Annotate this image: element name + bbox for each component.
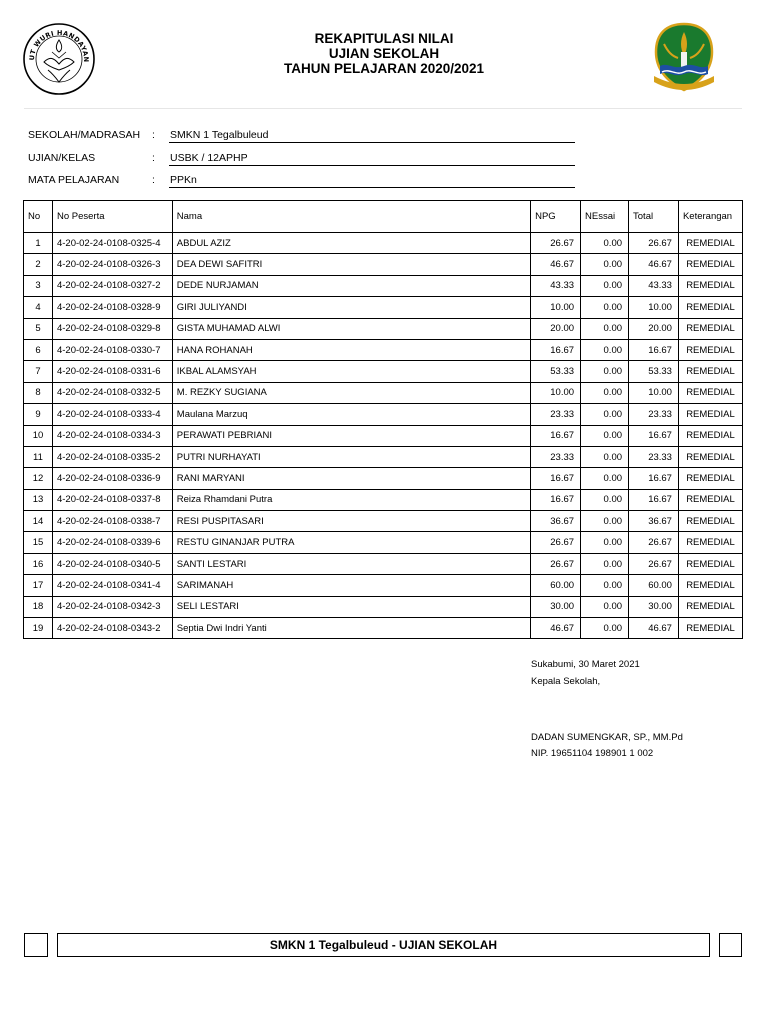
column-header-nessai: NEssai	[581, 201, 629, 233]
essay-score: 0.00	[581, 339, 629, 360]
essay-score: 0.00	[581, 404, 629, 425]
total-score: 16.67	[629, 425, 679, 446]
participant-number: 4-20-02-24-0108-0329-8	[52, 318, 172, 339]
essay-score: 0.00	[581, 425, 629, 446]
npg-score: 43.33	[531, 275, 581, 296]
info-value-subject: PPKn	[169, 174, 575, 188]
row-number: 14	[24, 511, 53, 532]
info-value-class: USBK / 12APHP	[169, 152, 575, 166]
info-row-class	[28, 150, 588, 172]
participant-number: 4-20-02-24-0108-0334-3	[52, 425, 172, 446]
essay-score: 0.00	[581, 297, 629, 318]
student-name: DEDE NURJAMAN	[172, 275, 530, 296]
table-row	[24, 318, 743, 339]
npg-score: 10.00	[531, 382, 581, 403]
essay-score: 0.00	[581, 618, 629, 639]
column-header-npg: NPG	[531, 201, 581, 233]
title-line-2: UJIAN SEKOLAH	[328, 46, 440, 61]
total-score: 16.67	[629, 339, 679, 360]
student-name: Reiza Rhamdani Putra	[172, 489, 530, 510]
info-colon: :	[152, 129, 155, 141]
remark: REMEDIAL	[678, 446, 742, 467]
total-score: 43.33	[629, 275, 679, 296]
title-line-3: TAHUN PELAJARAN 2020/2021	[283, 61, 485, 76]
remark: REMEDIAL	[678, 425, 742, 446]
remark: REMEDIAL	[678, 318, 742, 339]
row-number: 5	[24, 318, 53, 339]
remark: REMEDIAL	[678, 254, 742, 275]
participant-number: 4-20-02-24-0108-0342-3	[52, 596, 172, 617]
info-row-school	[28, 127, 588, 149]
remark: REMEDIAL	[678, 404, 742, 425]
total-score: 46.67	[629, 254, 679, 275]
participant-number: 4-20-02-24-0108-0338-7	[52, 511, 172, 532]
remark: REMEDIAL	[678, 532, 742, 553]
column-header-nama: Nama	[172, 201, 530, 233]
info-label: SEKOLAH/MADRASAH	[28, 129, 141, 141]
total-score: 26.67	[629, 532, 679, 553]
participant-number: 4-20-02-24-0108-0340-5	[52, 553, 172, 574]
total-score: 26.67	[629, 553, 679, 574]
row-number: 10	[24, 425, 53, 446]
essay-score: 0.00	[581, 446, 629, 467]
participant-number: 4-20-02-24-0108-0332-5	[52, 382, 172, 403]
student-name: SARIMANAH	[172, 575, 530, 596]
table-row	[24, 553, 743, 574]
npg-score: 16.67	[531, 489, 581, 510]
essay-score: 0.00	[581, 318, 629, 339]
npg-score: 26.67	[531, 532, 581, 553]
participant-number: 4-20-02-24-0108-0331-6	[52, 361, 172, 382]
essay-score: 0.00	[581, 233, 629, 254]
table-row	[24, 532, 743, 553]
participant-number: 4-20-02-24-0108-0341-4	[52, 575, 172, 596]
npg-score: 30.00	[531, 596, 581, 617]
student-name: Maulana Marzuq	[172, 404, 530, 425]
footer-right-box	[719, 933, 742, 957]
table-row	[24, 233, 743, 254]
total-score: 23.33	[629, 446, 679, 467]
essay-score: 0.00	[581, 489, 629, 510]
row-number: 2	[24, 254, 53, 275]
document-title	[170, 31, 598, 76]
info-colon: :	[152, 152, 155, 164]
npg-score: 10.00	[531, 297, 581, 318]
npg-score: 16.67	[531, 339, 581, 360]
row-number: 17	[24, 575, 53, 596]
total-score: 46.67	[629, 618, 679, 639]
tut-wuri-handayani-logo	[22, 22, 96, 96]
essay-score: 0.00	[581, 361, 629, 382]
participant-number: 4-20-02-24-0108-0335-2	[52, 446, 172, 467]
essay-score: 0.00	[581, 511, 629, 532]
remark: REMEDIAL	[678, 618, 742, 639]
student-name: RANI MARYANI	[172, 468, 530, 489]
remark: REMEDIAL	[678, 382, 742, 403]
essay-score: 0.00	[581, 254, 629, 275]
remark: REMEDIAL	[678, 275, 742, 296]
table-header-row	[24, 201, 743, 233]
table-row	[24, 618, 743, 639]
total-score: 16.67	[629, 489, 679, 510]
table-row	[24, 382, 743, 403]
essay-score: 0.00	[581, 575, 629, 596]
participant-number: 4-20-02-24-0108-0325-4	[52, 233, 172, 254]
student-name: DEA DEWI SAFITRI	[172, 254, 530, 275]
svg-text:TUT WURI HANDAYANI: UT WURI HANDAYAN	[27, 28, 91, 63]
header-divider	[24, 108, 742, 109]
student-name: GISTA MUHAMAD ALWI	[172, 318, 530, 339]
info-value-school: SMKN 1 Tegalbuleud	[169, 129, 575, 143]
student-name: RESTU GINANJAR PUTRA	[172, 532, 530, 553]
npg-score: 36.67	[531, 511, 581, 532]
student-name: IKBAL ALAMSYAH	[172, 361, 530, 382]
participant-number: 4-20-02-24-0108-0336-9	[52, 468, 172, 489]
signature-place-date: Sukabumi, 30 Maret 2021	[531, 659, 640, 670]
row-number: 15	[24, 532, 53, 553]
participant-number: 4-20-02-24-0108-0330-7	[52, 339, 172, 360]
remark: REMEDIAL	[678, 489, 742, 510]
info-label: UJIAN/KELAS	[28, 152, 96, 164]
table-row	[24, 575, 743, 596]
total-score: 36.67	[629, 511, 679, 532]
table-row	[24, 446, 743, 467]
participant-number: 4-20-02-24-0108-0339-6	[52, 532, 172, 553]
row-number: 19	[24, 618, 53, 639]
info-colon: :	[152, 174, 155, 186]
participant-number: 4-20-02-24-0108-0327-2	[52, 275, 172, 296]
remark: REMEDIAL	[678, 575, 742, 596]
student-name: GIRI JULIYANDI	[172, 297, 530, 318]
npg-score: 20.00	[531, 318, 581, 339]
essay-score: 0.00	[581, 382, 629, 403]
row-number: 16	[24, 553, 53, 574]
signature-role: Kepala Sekolah,	[531, 676, 601, 687]
column-header-no: No	[24, 201, 53, 233]
npg-score: 53.33	[531, 361, 581, 382]
row-number: 6	[24, 339, 53, 360]
remark: REMEDIAL	[678, 361, 742, 382]
table-row	[24, 297, 743, 318]
row-number: 1	[24, 233, 53, 254]
footer-banner	[57, 933, 710, 957]
column-header-keterangan: Keterangan	[678, 201, 742, 233]
table-row	[24, 511, 743, 532]
remark: REMEDIAL	[678, 553, 742, 574]
row-number: 8	[24, 382, 53, 403]
table-row	[24, 489, 743, 510]
total-score: 20.00	[629, 318, 679, 339]
npg-score: 46.67	[531, 618, 581, 639]
student-name: ABDUL AZIZ	[172, 233, 530, 254]
remark: REMEDIAL	[678, 339, 742, 360]
student-name: M. REZKY SUGIANA	[172, 382, 530, 403]
row-number: 4	[24, 297, 53, 318]
remark: REMEDIAL	[678, 468, 742, 489]
total-score: 10.00	[629, 297, 679, 318]
npg-score: 16.67	[531, 468, 581, 489]
signature-name: DADAN SUMENGKAR, SP., MM.Pd	[531, 732, 683, 743]
table-row	[24, 596, 743, 617]
npg-score: 23.33	[531, 446, 581, 467]
participant-number: 4-20-02-24-0108-0326-3	[52, 254, 172, 275]
participant-number: 4-20-02-24-0108-0337-8	[52, 489, 172, 510]
signature-nip: NIP. 19651104 198901 1 002	[531, 748, 654, 759]
participant-number: 4-20-02-24-0108-0343-2	[52, 618, 172, 639]
total-score: 10.00	[629, 382, 679, 403]
row-number: 7	[24, 361, 53, 382]
participant-number: 4-20-02-24-0108-0328-9	[52, 297, 172, 318]
student-name: Septia Dwi Indri Yanti	[172, 618, 530, 639]
npg-score: 60.00	[531, 575, 581, 596]
total-score: 53.33	[629, 361, 679, 382]
footer-left-box	[24, 933, 48, 957]
table-row	[24, 254, 743, 275]
total-score: 23.33	[629, 404, 679, 425]
student-name: PERAWATI PEBRIANI	[172, 425, 530, 446]
total-score: 30.00	[629, 596, 679, 617]
table-row	[24, 361, 743, 382]
row-number: 13	[24, 489, 53, 510]
npg-score: 46.67	[531, 254, 581, 275]
row-number: 18	[24, 596, 53, 617]
remark: REMEDIAL	[678, 233, 742, 254]
npg-score: 16.67	[531, 425, 581, 446]
total-score: 16.67	[629, 468, 679, 489]
essay-score: 0.00	[581, 275, 629, 296]
essay-score: 0.00	[581, 468, 629, 489]
column-header-no-peserta: No Peserta	[52, 201, 172, 233]
student-name: SANTI LESTARI	[172, 553, 530, 574]
remark: REMEDIAL	[678, 297, 742, 318]
footer-text: SMKN 1 Tegalbuleud - UJIAN SEKOLAH	[269, 938, 498, 952]
table-body	[24, 233, 743, 639]
essay-score: 0.00	[581, 596, 629, 617]
column-header-total: Total	[629, 201, 679, 233]
jawa-barat-emblem	[650, 22, 718, 92]
total-score: 60.00	[629, 575, 679, 596]
table-row	[24, 425, 743, 446]
participant-number: 4-20-02-24-0108-0333-4	[52, 404, 172, 425]
row-number: 9	[24, 404, 53, 425]
info-row-subject	[28, 172, 588, 194]
remark: REMEDIAL	[678, 511, 742, 532]
scores-table	[23, 200, 743, 639]
info-label: MATA PELAJARAN	[28, 174, 120, 186]
npg-score: 26.67	[531, 553, 581, 574]
table-row	[24, 468, 743, 489]
row-number: 12	[24, 468, 53, 489]
table-row	[24, 404, 743, 425]
total-score: 26.67	[629, 233, 679, 254]
remark: REMEDIAL	[678, 596, 742, 617]
student-name: HANA ROHANAH	[172, 339, 530, 360]
npg-score: 26.67	[531, 233, 581, 254]
essay-score: 0.00	[581, 532, 629, 553]
essay-score: 0.00	[581, 553, 629, 574]
row-number: 11	[24, 446, 53, 467]
student-name: PUTRI NURHAYATI	[172, 446, 530, 467]
table-row	[24, 275, 743, 296]
table-row	[24, 339, 743, 360]
title-line-1: REKAPITULASI NILAI	[314, 31, 454, 46]
row-number: 3	[24, 275, 53, 296]
student-name: SELI LESTARI	[172, 596, 530, 617]
npg-score: 23.33	[531, 404, 581, 425]
student-name: RESI PUSPITASARI	[172, 511, 530, 532]
